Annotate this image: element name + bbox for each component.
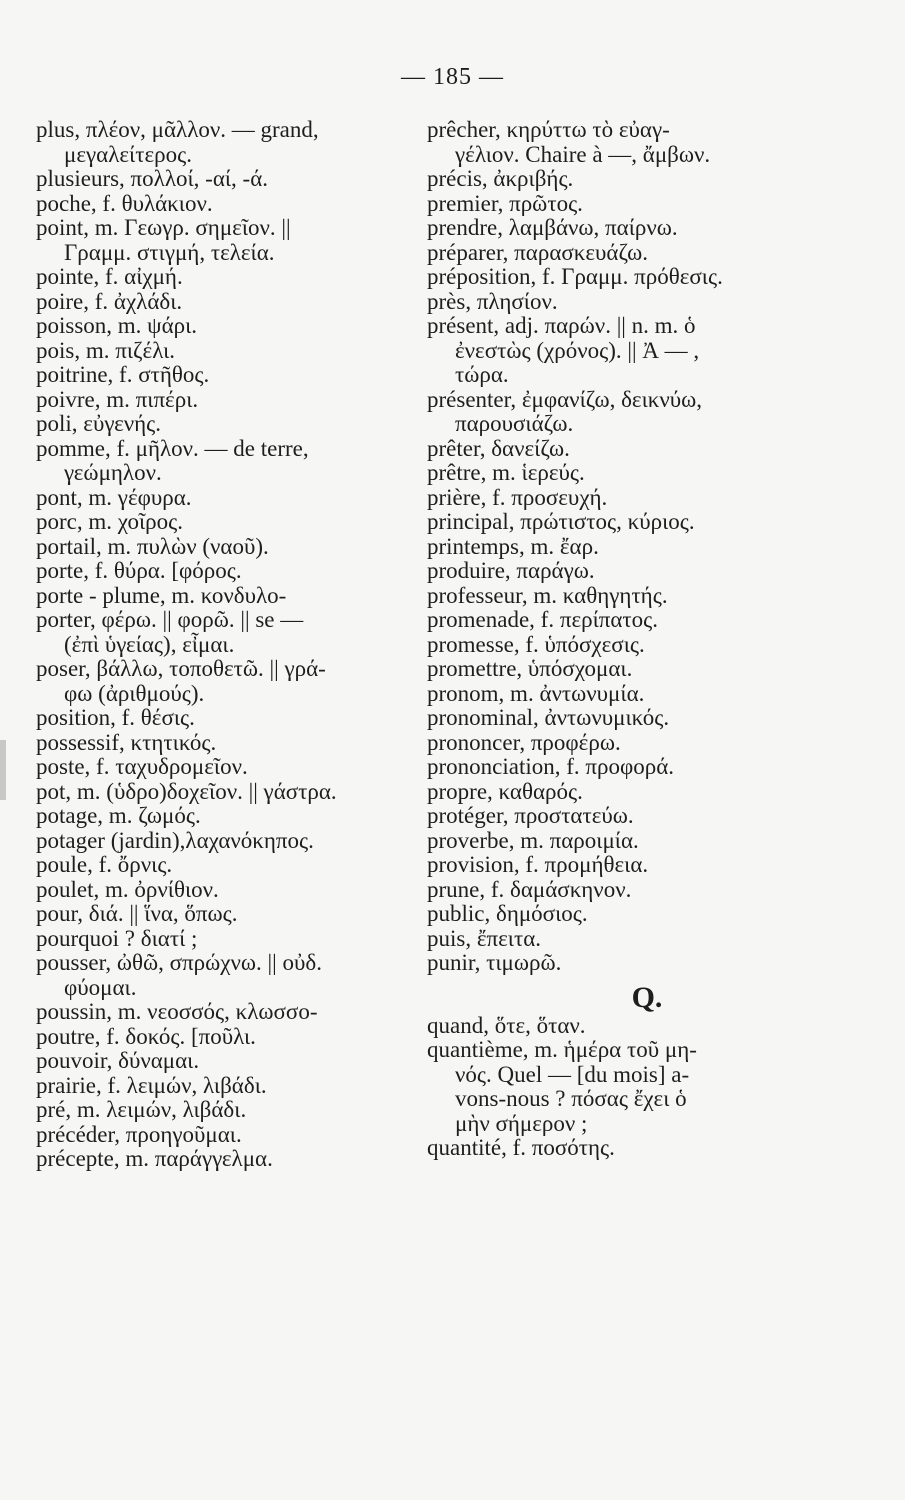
dictionary-line: νός. Quel — [du mois] a- bbox=[455, 1061, 690, 1087]
dictionary-line: prendre, λαμβάνω, παίρνω. bbox=[427, 215, 678, 240]
dictionary-line: Γραμμ. στιγμή, τελεία. bbox=[64, 239, 275, 265]
dictionary-line: μεγαλείτερος. bbox=[64, 141, 192, 167]
dictionary-line: possessif, κτητικός. bbox=[36, 729, 217, 755]
dictionary-line: φω (ἀριθμούς). bbox=[64, 680, 205, 706]
dictionary-line: poitrine, f. στῆθος. bbox=[36, 362, 210, 387]
dictionary-line: promenade, f. περίπατος. bbox=[427, 607, 659, 632]
dictionary-line: quantième, m. ἡμέρα τοῦ μη- bbox=[427, 1037, 697, 1062]
dictionary-line: puis, ἔπειτα. bbox=[427, 925, 542, 951]
dictionary-line: prairie, f. λειμών, λιβάδι. bbox=[36, 1072, 267, 1098]
section-letter-q: Q. bbox=[631, 980, 663, 1014]
dictionary-line: παρουσιάζω. bbox=[455, 411, 574, 436]
dictionary-line: printemps, m. ἔαρ. bbox=[427, 533, 599, 559]
dictionary-line: pointe, f. αἰχμή. bbox=[36, 264, 183, 289]
dictionary-line: point, m. Γεωγρ. σημεῖον. || bbox=[36, 215, 291, 240]
dictionary-line: plus, πλέον, μᾶλλον. — grand, bbox=[36, 117, 319, 142]
right-column bbox=[427, 118, 867, 1161]
dictionary-line: prêter, δανείζω. bbox=[427, 435, 570, 461]
dictionary-line: porte - plume, m. κονδυλο- bbox=[36, 582, 287, 608]
dictionary-line: poli, εὐγενής. bbox=[36, 411, 162, 436]
dictionary-line: présent, adj. παρών. || n. m. ὁ bbox=[427, 313, 696, 338]
dictionary-line: pourquoi ? διατί ; bbox=[36, 925, 198, 951]
dictionary-line: potager (jardin),λαχανόκηπος. bbox=[36, 827, 314, 853]
dictionary-line: γεώμηλον. bbox=[64, 460, 162, 485]
dictionary-line: préposition, f. Γραμμ. πρόθεσις. bbox=[427, 264, 723, 289]
dictionary-line: potage, m. ζωμός. bbox=[36, 803, 201, 828]
dictionary-line: pré, m. λειμών, λιβάδι. bbox=[36, 1097, 247, 1122]
dictionary-line: propre, καθαρός. bbox=[427, 778, 583, 804]
dictionary-line: pouvoir, δύναμαι. bbox=[36, 1048, 200, 1073]
dictionary-line: vons-nous ? πόσας ἔχει ὁ bbox=[455, 1086, 687, 1111]
page-edge-mark bbox=[0, 740, 6, 800]
dictionary-line: ἐνεστὼς (χρόνος). || Ἀ — , bbox=[455, 337, 700, 363]
dictionary-line: protéger, προστατεύω. bbox=[427, 803, 634, 828]
dictionary-line: position, f. θέσις. bbox=[36, 705, 195, 730]
dictionary-line: principal, πρώτιστος, κύριος. bbox=[427, 509, 695, 534]
dictionary-line: pour, διά. || ἵνα, ὅπως. bbox=[36, 901, 238, 926]
dictionary-line: prière, f. προσευχή. bbox=[427, 484, 608, 510]
dictionary-line: pronominal, ἀντωνυμικός. bbox=[427, 705, 670, 730]
dictionary-line: quand, ὅτε, ὅταν. bbox=[427, 1012, 586, 1038]
dictionary-line: précepte, m. παράγγελμα. bbox=[36, 1146, 273, 1171]
dictionary-line: prononcer, προφέρω. bbox=[427, 729, 621, 755]
dictionary-line: précéder, προηγοῦμαι. bbox=[36, 1121, 242, 1147]
dictionary-line: poule, f. ὄρνις. bbox=[36, 852, 173, 877]
page-number: — 185 — bbox=[401, 64, 504, 90]
dictionary-line: produire, παράγω. bbox=[427, 558, 595, 583]
dictionary-line: pousser, ὠθῶ, σπρώχνω. || οὐδ. bbox=[36, 950, 322, 975]
left-column bbox=[36, 118, 456, 1172]
dictionary-line: poussin, m. νεοσσός, κλωσσο- bbox=[36, 999, 318, 1024]
right-column-entries bbox=[427, 118, 867, 976]
dictionary-line: poivre, m. πιπέρι. bbox=[36, 386, 199, 412]
dictionary-line: prêtre, m. ἱερεύς. bbox=[427, 460, 585, 485]
dictionary-line: professeur, m. καθηγητής. bbox=[427, 582, 668, 608]
dictionary-line: préparer, παρασκευάζω. bbox=[427, 239, 649, 265]
dictionary-line: pois, m. πιζέλι. bbox=[36, 337, 176, 363]
dictionary-line: pronom, m. ἀντωνυμία. bbox=[427, 680, 645, 706]
dictionary-line: γέλιον. Chaire à —, ἄμβων. bbox=[455, 141, 711, 167]
dictionary-line: poisson, m. ψάρι. bbox=[36, 313, 198, 338]
dictionary-line: promettre, ὑπόσχομαι. bbox=[427, 656, 633, 681]
dictionary-line: proverbe, m. παροιμία. bbox=[427, 827, 639, 853]
dictionary-line: punir, τιμωρῶ. bbox=[427, 950, 562, 975]
dictionary-line: premier, πρῶτος. bbox=[427, 190, 583, 216]
dictionary-line: poutre, f. δοκός. [ποῦλι. bbox=[36, 1023, 256, 1049]
dictionary-line: pot, m. (ὑδρο)δοχεῖον. || γάστρα. bbox=[36, 778, 337, 804]
q-section-entries bbox=[427, 1014, 867, 1161]
dictionary-line: μὴν σήμερον ; bbox=[455, 1110, 588, 1136]
dictionary-line: plusieurs, πολλοί, -αί, -ά. bbox=[36, 166, 269, 191]
dictionary-line: portail, m. πυλὼν (ναοῦ). bbox=[36, 533, 269, 559]
dictionary-line: porte, f. θύρα. [φόρος. bbox=[36, 558, 242, 583]
dictionary-line: prononciation, f. προφορά. bbox=[427, 754, 675, 779]
dictionary-line: provision, f. προμήθεια. bbox=[427, 852, 649, 877]
dictionary-line: pomme, f. μῆλον. — de terre, bbox=[36, 435, 309, 461]
dictionary-line: pont, m. γέφυρα. bbox=[36, 484, 192, 510]
dictionary-line: φύομαι. bbox=[64, 974, 137, 1000]
dictionary-line: présenter, ἐμφανίζω, δεικνύω, bbox=[427, 386, 703, 412]
dictionary-line: prêcher, κηρύττω τὸ εὐαγ- bbox=[427, 117, 670, 142]
dictionary-line: τώρα. bbox=[455, 362, 509, 387]
dictionary-line: poche, f. θυλάκιον. bbox=[36, 190, 213, 216]
dictionary-line: quantité, f. ποσότης. bbox=[427, 1135, 615, 1160]
dictionary-line: public, δημόσιος. bbox=[427, 901, 588, 926]
dictionary-line: porter, φέρω. || φορῶ. || se — bbox=[36, 607, 304, 632]
dictionary-line: près, πλησίον. bbox=[427, 288, 558, 314]
dictionary-line: promesse, f. ὑπόσχεσις. bbox=[427, 631, 645, 657]
dictionary-line: poser, βάλλω, τοποθετῶ. || γρά- bbox=[36, 656, 326, 681]
dictionary-line: porc, m. χοῖρος. bbox=[36, 509, 183, 534]
dictionary-line: (ἐπὶ ὑγείας), εἶμαι. bbox=[64, 631, 235, 657]
dictionary-line: prune, f. δαμάσκηνον. bbox=[427, 876, 632, 902]
dictionary-line: précis, ἀκριβής. bbox=[427, 166, 574, 191]
dictionary-line: poire, f. ἀχλάδι. bbox=[36, 288, 183, 314]
dictionary-line: poulet, m. ὀρνίθιον. bbox=[36, 876, 219, 902]
dictionary-line: poste, f. ταχυδρομεῖον. bbox=[36, 754, 248, 779]
